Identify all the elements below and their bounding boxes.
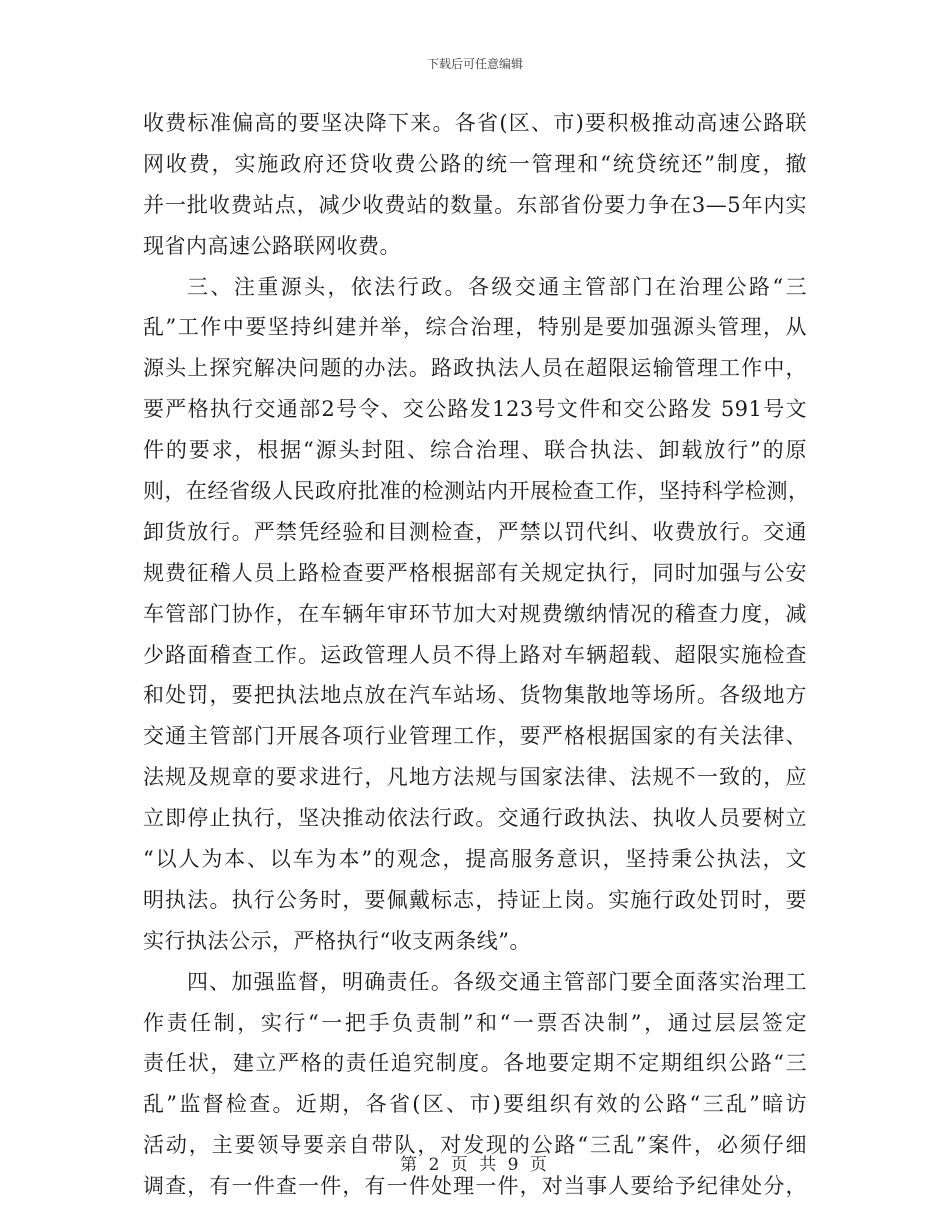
- body-line: 源头上探究解决问题的办法。路政执法人员在超限运输管理工作中，: [143, 356, 807, 381]
- body-line: 明执法。执行公务时，要佩戴标志，持证上岗。实施行政处罚时，要: [143, 887, 807, 912]
- body-line: 交通主管部门开展各项行业管理工作，要严格根据国家的有关法律、: [143, 724, 807, 749]
- body-line: 法规及规章的要求进行，凡地方法规与国家法律、法规不一致的，应: [143, 765, 807, 790]
- body-line: 车管部门协作，在车辆年审环节加大对规费缴纳情况的稽查力度，减: [143, 601, 807, 626]
- document-body: [143, 103, 810, 1207]
- body-line: 实行执法公示，严格执行“收支两条线”。: [143, 928, 531, 953]
- body-line: 乱”监督检查。近期，各省(区、市)要组织有效的公路“三乱”暗访: [143, 1092, 807, 1117]
- body-line: 网收费，实施政府还贷收费公路的统一管理和“统贷统还”制度，撤: [143, 151, 807, 176]
- body-line: 要严格执行交通部2号令、交公路发123号文件和交公路发 591号文: [143, 397, 807, 422]
- body-line: 少路面稽查工作。运政管理人员不得上路对车辆超载、超限实施检查: [143, 642, 807, 667]
- body-line: “以人为本、以车为本”的观念，提高服务意识，坚持秉公执法，文: [143, 847, 807, 872]
- body-line: 和处罚，要把执法地点放在汽车站场、货物集散地等场所。各级地方: [143, 683, 807, 708]
- body-line: 规费征稽人员上路检查要严格根据部有关规定执行，同时加强与公安: [143, 560, 807, 585]
- body-line: 三、注重源头，依法行政。各级交通主管部门在治理公路“三: [187, 274, 807, 299]
- body-line: 乱”工作中要坚持纠建并举，综合治理，特别是要加强源头管理，从: [143, 315, 807, 340]
- body-line: 现省内高速公路联网收费。: [143, 233, 401, 258]
- body-line: 收费标准偏高的要坚决降下来。各省(区、市)要积极推动高速公路联: [143, 111, 807, 135]
- body-line: 调查，有一件查一件，有一件处理一件，对当事人要给予纪律处分，: [143, 1174, 807, 1199]
- body-line: 并一批收费站点，减少收费站的数量。东部省份要力争在3—5年内实: [143, 192, 807, 217]
- body-line: 四、加强监督，明确责任。各级交通主管部门要全面落实治理工: [187, 969, 807, 994]
- body-line: 立即停止执行，坚决推动依法行政。交通行政执法、执收人员要树立: [143, 806, 807, 831]
- body-line: 卸货放行。严禁凭经验和目测检查，严禁以罚代纠、收费放行。交通: [143, 519, 807, 544]
- body-line: 活动，主要领导要亲自带队，对发现的公路“三乱”案件，必须仔细: [143, 1133, 807, 1158]
- body-line: 则，在经省级人民政府批准的检测站内开展检查工作，坚持科学检测，: [143, 479, 810, 504]
- body-line: 作责任制，实行“一把手负责制”和“一票否决制”，通过层层签定: [143, 1010, 807, 1035]
- body-line: 责任状，建立严格的责任追究制度。各地要定期不定期组织公路“三: [143, 1051, 807, 1076]
- body-line: 件的要求，根据“源头封阻、综合治理、联合执法、卸载放行”的原: [143, 438, 807, 463]
- page-header: 下载后可任意编辑: [426, 57, 523, 71]
- page-footer: 第 2 页 共 9 页: [400, 1155, 550, 1175]
